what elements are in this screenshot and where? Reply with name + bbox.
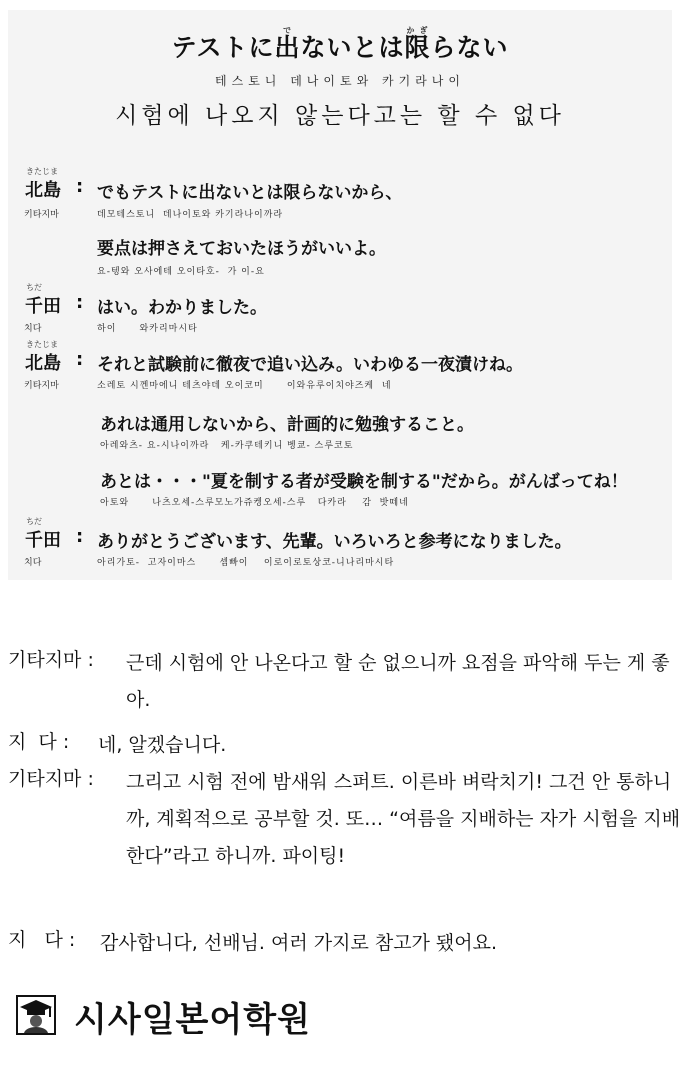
academy-name: 시사일본어학원 (74, 1000, 311, 1040)
korean-speaker: 지 다 : (8, 731, 70, 753)
pronunciation-line: 아토와 나츠오세-스루모노가쥬켕오세-스루 다카라 감 밧떼네 (100, 498, 409, 508)
speaker-pronunciation: 키타지마 (24, 210, 59, 220)
speaker-pronunciation: 치다 (24, 558, 42, 568)
japanese-line: 要点は押さえておいたほうがいいよ。 (97, 239, 386, 259)
speaker-colon: : (76, 176, 84, 197)
japanese-line: でもテストに出ないとは限らないから、 (97, 183, 403, 203)
pronunciation-line: 하이 와카리마시타 (97, 324, 198, 334)
pronunciation-line: 아레와츠- 요-시나이까라 케-카쿠테키니 벵쿄- 스루코토 (100, 441, 354, 451)
title-pronunciation: 테스토니 데나이토와 카기라나이 (215, 74, 465, 88)
pronunciation-line: 소레토 시껜마에니 테츠야데 오이코미 이와유루이치야즈케 네 (97, 381, 392, 391)
speaker-pronunciation: 키타지마 (24, 381, 59, 391)
speaker-colon: : (76, 349, 84, 370)
japanese-line: はい。わかりました。 (97, 298, 267, 318)
japanese-line: それと試験前に徹夜で追い込み。いわゆる一夜漬けね。 (97, 355, 524, 375)
japanese-line: あとは・・・"夏を制する者が受験を制する"だから。がんばってね！ (100, 472, 628, 492)
pronunciation-line: 데모테스토니 데나이토와 카기라나이까라 (97, 210, 284, 220)
pronunciation-line: 아리가토- 고자이마스 셈빠이 이로이로토상코-니나리마시타 (97, 558, 395, 568)
speaker-colon: : (76, 526, 84, 547)
japanese-line: あれは通用しないから、計画的に勉強すること。 (100, 415, 474, 435)
speaker-reading: ちだ (26, 517, 42, 526)
speaker-name: 千田 (25, 530, 61, 551)
korean-text: 그리고 시험 전에 밤새워 스퍼트. 이른바 벼락치기! 그건 안 통하니까, 계획적으로 공부할 것. 또… “여름을 지배하는 자가 시험을 지배한다”라고 하니까. 파이팅! (126, 771, 680, 867)
korean-text: 감사합니다, 선배님. 여러 가지로 참고가 됐어요. (100, 932, 498, 954)
korean-speaker: 기타지마 : (8, 649, 94, 671)
speaker-name: 千田 (25, 296, 61, 317)
speaker-colon: : (76, 292, 84, 313)
korean-speaker: 기타지마 : (8, 768, 94, 790)
korean-speaker: 지 다 : (8, 929, 76, 951)
title-japanese: テストに出でないとは限かぎらない (171, 26, 509, 62)
korean-text: 네, 알겠습니다. (98, 734, 227, 756)
speaker-reading: ちだ (26, 283, 42, 292)
speaker-name: 北島 (25, 180, 61, 201)
speaker-reading: きたじま (26, 167, 58, 176)
speaker-reading: きたじま (26, 340, 58, 349)
korean-text: 근데 시험에 안 나온다고 할 순 없으니까 요점을 파악해 두는 게 좋아. (126, 652, 670, 711)
speaker-pronunciation: 치다 (24, 324, 42, 334)
title-korean: 시험에 나오지 않는다고는 할 수 없다 (115, 103, 565, 129)
graduate-cap-icon (16, 995, 56, 1035)
speaker-name: 北島 (25, 353, 61, 374)
japanese-line: ありがとうございます、先輩。いろいろと参考になりました。 (97, 532, 572, 552)
pronunciation-line: 요-텡와 오사에테 오이타호- 가 이-요 (97, 267, 265, 277)
academy-logo (10, 990, 450, 1040)
